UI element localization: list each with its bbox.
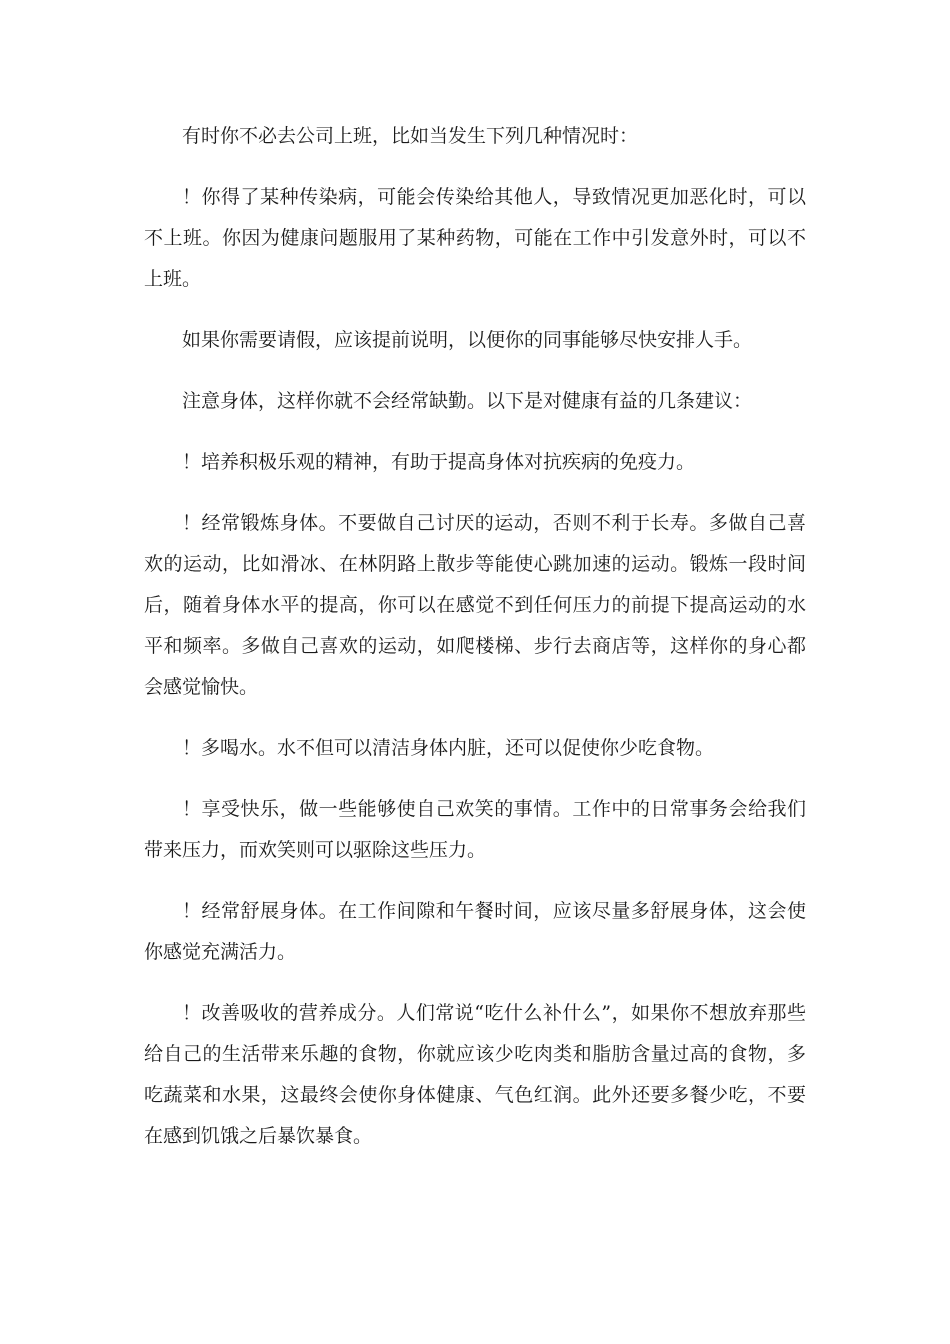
paragraph-optimism: ！培养积极乐观的精神，有助于提高身体对抗疾病的免疫力。 [182,451,696,473]
paragraph-leave-notice: 如果你需要请假，应该提前说明，以便你的同事能够尽快安排人手。 [182,329,753,351]
paragraph-intro: 有时你不必去公司上班，比如当发生下列几种情况时： [182,125,639,147]
document-body [144,116,806,1177]
paragraph-illness: ！你得了某种传染病，可能会传染给其他人，导致情况更加恶化时，可以不上班。你因为健康问题服用了某种药物，可能在工作中引发意外时，可以不上班。 [144,186,806,290]
paragraph-nutrition: ！改善吸收的营养成分。人们常说“吃什么补什么”，如果你不想放弃那些给自己的生活带来乐趣的食物，你就应该少吃肉类和脂肪含量过高的食物，多吃蔬菜和水果，这最终会使你身体健康、气色红润。此外还要多餐少吃，不要在感到饥饿之后暴饮暴食。 [144,1002,806,1147]
paragraph-health-intro: 注意身体，这样你就不会经常缺勤。以下是对健康有益的几条建议： [182,390,753,412]
paragraph-exercise: ！经常锻炼身体。不要做自己讨厌的运动，否则不利于长寿。多做自己喜欢的运动，比如滑冰、在林阴路上散步等能使心跳加速的运动。锻炼一段时间后，随着身体水平的提高，你可以在感觉不到任何压力的前提下提高运动的水平和频率。多做自己喜欢的运动，如爬楼梯、步行去商店等，这样你的身心都会感觉愉快。 [144,512,806,698]
paragraph-stretch: ！经常舒展身体。在工作间隙和午餐时间，应该尽量多舒展身体，这会使你感觉充满活力。 [144,900,806,963]
paragraph-water: ！多喝水。水不但可以清洁身体内脏，还可以促使你少吃食物。 [182,737,715,759]
paragraph-joy: ！享受快乐，做一些能够使自己欢笑的事情。工作中的日常事务会给我们带来压力，而欢笑则可以驱除这些压力。 [144,798,806,861]
